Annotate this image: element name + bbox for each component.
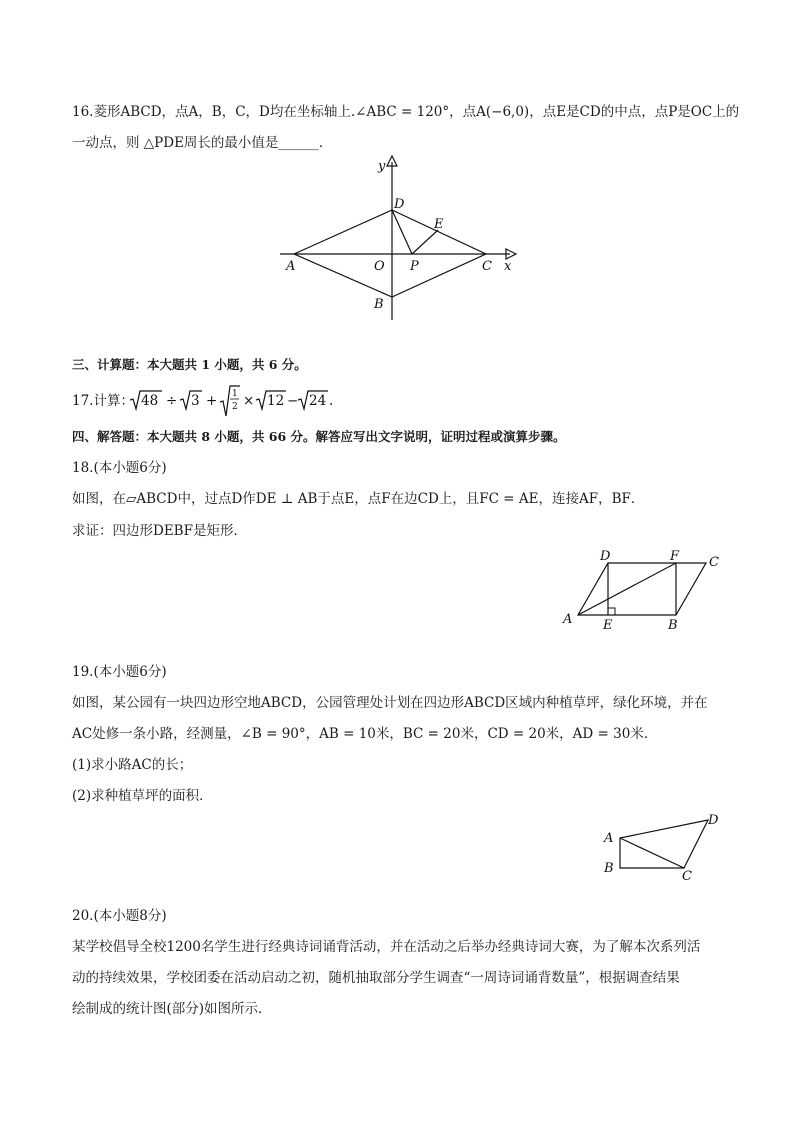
q20-line-2: 动的持续效果，学校团委在活动启动之初，随机抽取部分学生调查“一周诗词诵背数量”，根据调查结果: [72, 970, 680, 986]
q17-radicand-2: 3: [191, 393, 200, 409]
q18-parallelogram-figure: [556, 545, 726, 635]
q18-line-1: 如图，在▱ABCD中，过点D作DE ⊥ AB于点E，点F在边CD上，且FC = AE，连接AF，BF．: [72, 491, 645, 507]
q18-title: 18.(本小题6分): [72, 460, 167, 476]
section-3-heading: 三、计算题：本大题共 1 小题，共 6 分。: [72, 357, 307, 372]
q17-div: ÷: [166, 393, 178, 409]
label-d: D: [394, 197, 405, 212]
label-e: E: [603, 618, 613, 633]
label-b: B: [668, 618, 678, 633]
label-b: B: [374, 297, 384, 312]
q16-line-1: 16.菱形ABCD，点A，B，C，D均在坐标轴上.∠ABC = 120°，点A(−6,0)，点E是CD的中点，点P是OC上的: [72, 104, 740, 120]
q16-line-2: 一动点，则 △PDE周长的最小值是______．: [72, 135, 333, 151]
label-d: D: [708, 813, 719, 828]
q17-radicand-4: 24: [309, 393, 327, 409]
q19-title: 19.(本小题6分): [72, 664, 167, 680]
label-x: x: [504, 259, 512, 274]
label-e: E: [434, 217, 444, 232]
q17-plus: +: [206, 393, 218, 409]
q17-radicand-3: 12: [267, 393, 285, 409]
right-angle-mark: [608, 608, 615, 615]
path-d-p-e: [392, 210, 438, 254]
label-a: A: [563, 612, 573, 627]
q17-radicand-1: 48: [141, 393, 159, 409]
label-c: C: [682, 869, 692, 882]
q17-end: .: [329, 393, 334, 409]
q19-line-2: AC处修一条小路，经测量，∠B = 90°，AB = 10米，BC = 20米，CD = 20米，AD = 30米．: [72, 726, 658, 742]
label-c: C: [482, 259, 492, 274]
q20-title: 20.(本小题8分): [72, 908, 167, 924]
q17-prefix: 17.计算：: [72, 393, 134, 409]
q17-frac-num: 1: [232, 389, 238, 399]
label-p: P: [410, 259, 419, 274]
q17-times: ×: [243, 393, 255, 409]
parallelogram-abcd: [578, 563, 706, 615]
q16-rhombus-figure: [270, 150, 530, 330]
label-o: O: [374, 259, 385, 274]
q19-part-1: (1)求小路AC的长；: [72, 757, 193, 773]
q20-line-3: 绘制成的统计图(部分)如图所示．: [72, 1001, 272, 1017]
q19-quadrilateral-figure: [600, 810, 730, 882]
label-b: B: [604, 861, 614, 876]
q17-frac-den: 2: [232, 402, 238, 412]
label-f: F: [670, 549, 680, 564]
q19-part-2: (2)求种植草坪的面积．: [72, 788, 213, 804]
q17-minus: −: [287, 393, 299, 409]
segment-ac: [620, 838, 684, 868]
q18-line-2: 求证：四边形DEBF是矩形．: [72, 523, 247, 539]
q19-line-1: 如图，某公园有一块四边形空地ABCD，公园管理处计划在四边形ABCD区域内种植草坪，绿化环境，并在: [72, 695, 708, 711]
label-a: A: [604, 831, 614, 846]
section-4-heading: 四、解答题：本大题共 8 小题，共 66 分。解答应写出文字说明，证明过程或演算步骤。: [72, 429, 566, 444]
label-y: y: [378, 159, 386, 174]
q17-expression: [72, 384, 392, 420]
label-d: D: [600, 549, 611, 564]
label-a: A: [286, 259, 296, 274]
q20-line-1: 某学校倡导全校1200名学生进行经典诗词诵背活动，并在活动之后举办经典诗词大赛，为了解本次系列活: [72, 939, 701, 955]
label-c: C: [709, 555, 719, 570]
